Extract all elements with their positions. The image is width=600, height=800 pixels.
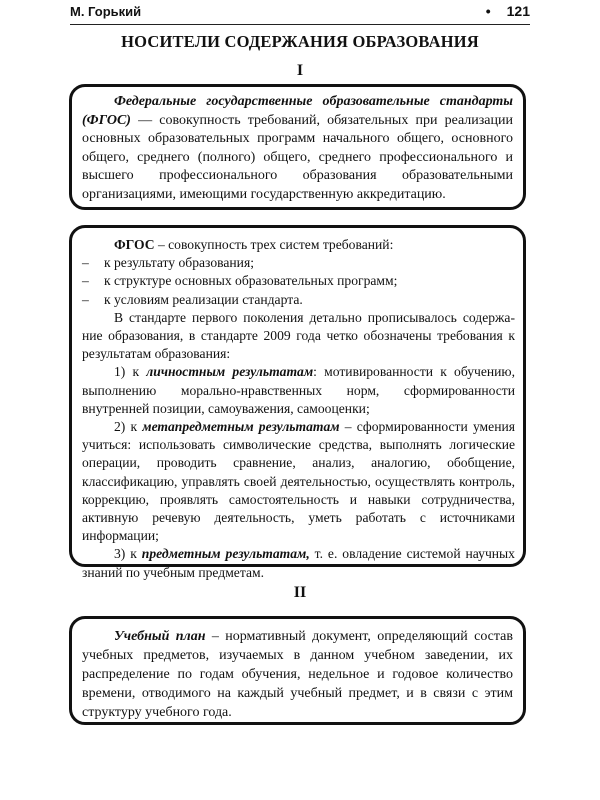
list-item bbox=[82, 291, 515, 309]
personal-results-text: : мотивированности к обучению, выполнению морально-нравственных норм, сформированности внутренней позиции, самоуважения, самооценки; bbox=[82, 364, 515, 416]
requirements-intro-text: – совокупность трех систем требований: bbox=[154, 237, 394, 252]
section-heading-1: I bbox=[296, 62, 304, 79]
list-item-text: к результату образования; bbox=[104, 255, 254, 271]
subject-results-term: предметным результатам, bbox=[141, 546, 310, 562]
subject-results-text: т. е. овладение системой научных знаний по учебным предметам. bbox=[82, 546, 515, 580]
page-number: 121 bbox=[506, 3, 530, 19]
list-item bbox=[82, 254, 515, 272]
fgos-definition bbox=[82, 93, 513, 205]
personal-results-term: личностным результатам bbox=[146, 364, 314, 380]
fgos-abbr: ФГОС bbox=[114, 237, 155, 252]
author-name: М. Горький bbox=[70, 4, 142, 19]
dash-bullet: – bbox=[82, 255, 89, 271]
section-heading-2: II bbox=[293, 584, 307, 601]
definition-box-fgos bbox=[69, 84, 526, 210]
curriculum-definition-text: – нормативный документ, определяющий состав учебных предметов, изучаемых в данном учебном заведении, их распределение по годам обучения, недельное и годовое количество времени, отводимого на каждый учебный предмет, и в связи с этим структуру учебного года. bbox=[82, 629, 514, 720]
standard-paragraph: В стандарте первого поколения детально прописывалось содержание образования, в стандарте 2009 года четко обозначены требования к результатам образования: bbox=[82, 309, 515, 362]
fgos-definition-text: — совокупность требований, обязательных при реализации основных образовательных программ начального общего, основного общего, среднего (полного) общего, среднего профессионального и высшего профессионального образования образовательными организациями, имеющими государственную аккредитацию. bbox=[82, 112, 513, 202]
metasubject-results-prefix: 2) к bbox=[114, 419, 143, 435]
curriculum-term: Учебный план bbox=[114, 629, 206, 644]
definition-box-curriculum bbox=[69, 616, 526, 725]
personal-results-prefix: 1) к bbox=[114, 364, 147, 380]
personal-results bbox=[82, 363, 515, 418]
subject-results-prefix: 3) к bbox=[114, 546, 142, 562]
metasubject-results-text: – сформированности умения учиться: использовать символические средства, выполнять логические операции, проводить сравнение, анализ, аналогию, обобщение, классификацию, управлять своей деятельностью, осуществлять контроль, коррекцию, проявлять самостоятельность и навыки сотрудничества, активную речевую деятельность, уметь работать с источниками информации; bbox=[82, 419, 515, 544]
page-number-group bbox=[486, 3, 530, 19]
metasubject-results-term: метапредметным результатам bbox=[142, 419, 340, 435]
list-item-text: к условиям реализации стандарта. bbox=[104, 291, 303, 307]
curriculum-definition bbox=[82, 627, 513, 722]
list-item bbox=[82, 272, 515, 290]
page-title: НОСИТЕЛИ СОДЕРЖАНИЯ ОБРАЗОВАНИЯ bbox=[121, 32, 479, 51]
list-item-text: к структуре основных образовательных программ; bbox=[104, 273, 398, 289]
requirements-intro bbox=[82, 236, 515, 254]
subject-results bbox=[82, 545, 515, 581]
dash-bullet: – bbox=[82, 291, 89, 307]
bullet-icon: • bbox=[485, 3, 491, 19]
metasubject-results bbox=[82, 418, 515, 545]
running-header bbox=[70, 0, 530, 25]
fgos-term: Федеральные государственные образовательные стандарты (ФГОС) bbox=[82, 94, 513, 128]
requirements-box bbox=[69, 225, 526, 580]
dash-bullet: – bbox=[82, 273, 89, 289]
